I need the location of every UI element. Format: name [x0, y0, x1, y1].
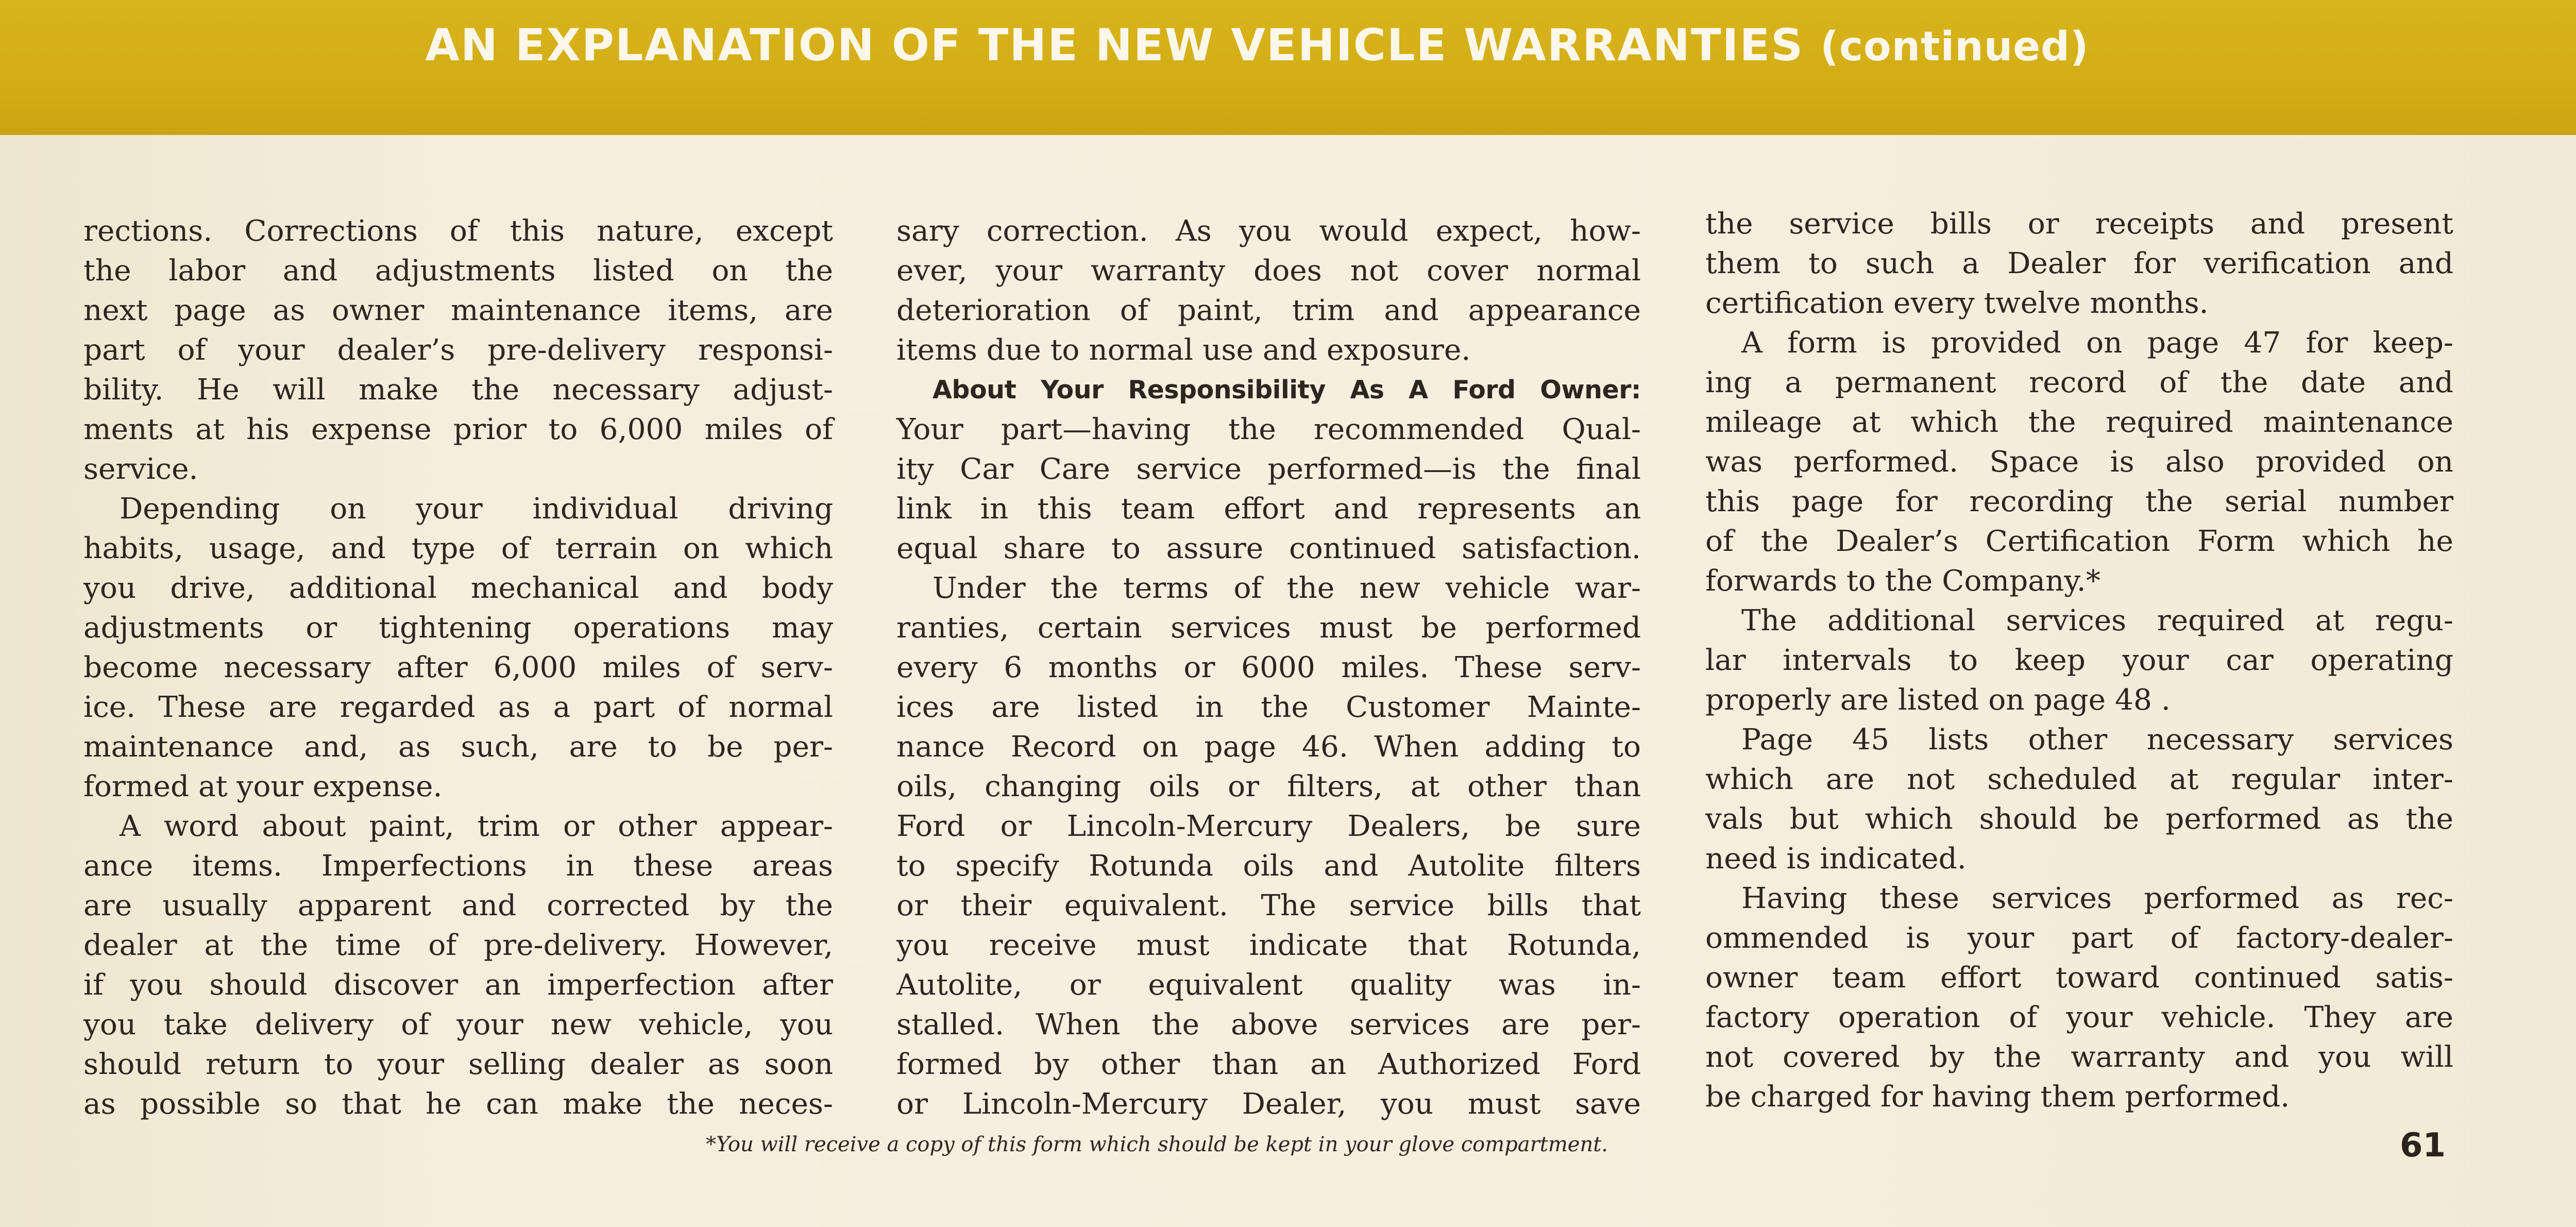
text-line: nance Record on page 46. When adding to [896, 730, 1641, 764]
text-line: you receive must indicate that Rotunda, [896, 929, 1641, 962]
text-line: A form is provided on page 47 for keep- [1741, 326, 2453, 360]
text-line: this page for recording the serial number [1705, 485, 2453, 518]
text-line: ever, your warranty does not cover normal [896, 254, 1641, 288]
text-line: need is indicated. [1705, 842, 1967, 876]
text-column-2 [896, 211, 1641, 1124]
page-title-main: AN EXPLANATION OF THE NEW VEHICLE WARRANTIES [425, 20, 1804, 71]
text-line: ing a permanent record of the date and [1705, 366, 2453, 399]
text-line: formed by other than an Authorized Ford [896, 1048, 1641, 1081]
text-line: sary correction. As you would expect, how- [896, 214, 1641, 248]
text-line: or Lincoln-Mercury Dealer, you must save [896, 1087, 1641, 1121]
text-line: should return to your selling dealer as soon [83, 1048, 833, 1081]
text-line: equal share to assure continued satisfaction. [896, 532, 1641, 565]
text-line: if you should discover an imperfection after [83, 968, 833, 1002]
text-line: you take delivery of your new vehicle, you [83, 1008, 833, 1041]
text-line: be charged for having them performed. [1705, 1080, 2290, 1114]
text-column-3 [1705, 204, 2453, 1117]
text-line: ice. These are regarded as a part of normal [83, 691, 833, 724]
text-line: link in this team effort and represents an [896, 492, 1641, 526]
text-line: certification every twelve months. [1705, 287, 2209, 320]
text-line: ranties, certain services must be performed [896, 611, 1641, 645]
text-line: vals but which should be performed as the [1705, 802, 2453, 836]
text-line: properly are listed on page 48 . [1705, 683, 2171, 717]
text-line: or their equivalent. The service bills that [896, 889, 1641, 922]
text-line: ices are listed in the Customer Mainte- [896, 691, 1641, 724]
text-line: Ford or Lincoln-Mercury Dealers, be sure [896, 810, 1641, 843]
page-title-continued: (continued) [1820, 24, 2089, 70]
text-line: mileage at which the required maintenance [1705, 406, 2453, 439]
text-line: lar intervals to keep your car operating [1705, 644, 2453, 677]
text-line: ity Car Care service performed—is the final [896, 452, 1641, 486]
text-line: bility. He will make the necessary adjust- [83, 373, 833, 407]
text-line: Page 45 lists other necessary services [1741, 723, 2453, 757]
text-line: become necessary after 6,000 miles of serv- [83, 651, 833, 684]
text-line: dealer at the time of pre-delivery. However, [83, 929, 833, 962]
text-line: not covered by the warranty and you will [1705, 1040, 2453, 1074]
text-line: Autolite, or equivalent quality was in- [896, 968, 1641, 1002]
text-line: Your part—having the recommended Qual- [896, 413, 1641, 446]
text-line: ments at his expense prior to 6,000 miles of [83, 413, 833, 446]
text-line: forwards to the Company.* [1705, 564, 2100, 598]
text-line: every 6 months or 6000 miles. These serv- [896, 651, 1641, 684]
text-line: The additional services required at regu- [1741, 604, 2453, 637]
text-line: are usually apparent and corrected by the [83, 889, 833, 922]
text-line: adjustments or tightening operations may [83, 611, 833, 645]
text-line: to specify Rotunda oils and Autolite filters [896, 849, 1641, 883]
footnote: *You will receive a copy of this form which should be kept in your glove compartment. [706, 1133, 1608, 1156]
text-line: rections. Corrections of this nature, except [83, 214, 833, 248]
text-line: Having these services performed as rec- [1741, 882, 2453, 915]
page-title [0, 20, 2514, 71]
text-line: oils, changing oils or filters, at other than [896, 770, 1641, 803]
text-line: formed at your expense. [83, 770, 443, 803]
text-line: of the Dealer’s Certification Form which he [1705, 525, 2453, 558]
text-line: habits, usage, and type of terrain on which [83, 532, 833, 565]
text-line: which are not scheduled at regular inter- [1705, 763, 2453, 796]
text-line: ance items. Imperfections in these areas [83, 849, 833, 883]
text-line: ommended is your part of factory-dealer- [1705, 921, 2453, 955]
text-line: service. [83, 452, 198, 486]
text-line: Under the terms of the new vehicle war- [933, 572, 1641, 605]
text-line: the labor and adjustments listed on the [83, 254, 833, 288]
text-line: part of your dealer’s pre-delivery responsi- [83, 333, 833, 367]
section-subheading: About Your Responsibility As A Ford Owner: [933, 375, 1641, 405]
page-number: 61 [2400, 1127, 2446, 1165]
text-line: you drive, additional mechanical and body [83, 572, 833, 605]
text-line: owner team effort toward continued satis- [1705, 961, 2453, 995]
text-line: factory operation of your vehicle. They are [1705, 1001, 2453, 1034]
text-line: maintenance and, as such, are to be per- [83, 730, 833, 764]
text-line: them to such a Dealer for verification and [1705, 247, 2453, 280]
text-line: the service bills or receipts and present [1705, 207, 2453, 241]
text-line: items due to normal use and exposure. [896, 333, 1471, 367]
text-line: deterioration of paint, trim and appearance [896, 294, 1641, 327]
text-column-1 [83, 211, 833, 1124]
text-line: next page as owner maintenance items, are [83, 294, 833, 327]
text-line: Depending on your individual driving [120, 492, 833, 526]
text-line: was performed. Space is also provided on [1705, 445, 2453, 479]
text-line: A word about paint, trim or other appear- [120, 810, 833, 843]
text-line: as possible so that he can make the neces- [83, 1087, 833, 1121]
text-line: stalled. When the above services are per- [896, 1008, 1641, 1041]
